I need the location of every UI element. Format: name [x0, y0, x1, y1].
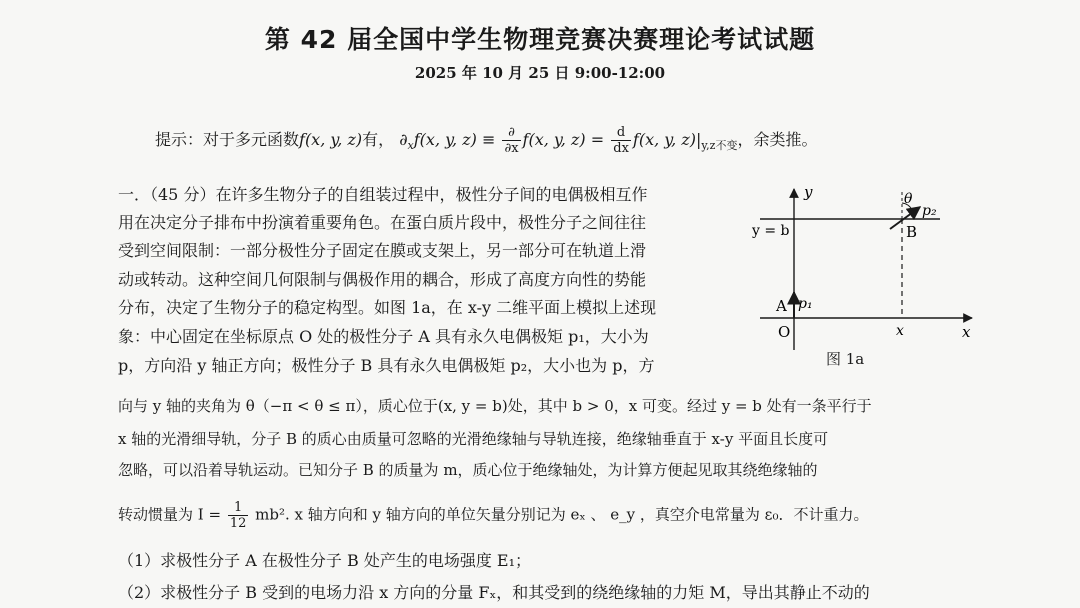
yb-label: y = b	[752, 223, 790, 239]
question-2: （2）求极性分子 B 受到的电场力沿 x 方向的分量 Fₓ，和其受到的绕绝缘轴的力矩 M，导出其静止不动的	[118, 583, 870, 602]
problem-line-3: 受到空间限制：一部分极性分子固定在膜或支架上，另一部分可在轨道上滑	[118, 241, 647, 260]
hint-line: 提示：对于多元函数f(x, y, z)有， $\partial_xf(x$, y, z) ≡ $\frac{\partial}{\partial x}$ f(x, y, z) = $\frac{d}{dx}$ f(x, y, $z)|_{y,z不变}$，余类推。	[155, 125, 818, 156]
hint-function-2: f(x, y, z)	[413, 130, 477, 149]
p2-label: p₂	[922, 203, 937, 219]
question-1: （1）求极性分子 A 在极性分子 B 处产生的电场强度 E₁；	[118, 551, 532, 570]
p1-label: p₁	[798, 296, 813, 312]
hint-lead: 提示：对于多元函数	[155, 130, 300, 149]
page-title: 第 42 届全国中学生物理竞赛决赛理论考试试题	[264, 25, 816, 54]
A-label: A	[776, 297, 787, 315]
hint-function: f(x, y, z)	[299, 130, 363, 149]
problem-line-4: 动或转动。这种空间几何限制与偶极作用的耦合，形成了高度方向性的势能	[118, 270, 647, 289]
hint-function-4: f(x, y, z)	[632, 130, 697, 149]
figure-caption: 图 1a	[826, 350, 865, 368]
y-label: y	[804, 185, 813, 201]
total-derivative-fraction: $\frac{d}{dx}$	[613, 125, 629, 156]
problem-line-2: 用在决定分子排布中扮演着重要角色。在蛋白质片段中，极性分子之间往往	[118, 213, 647, 232]
problem-line-6: 象：中心固定在坐标原点 O 处的极性分子 A 具有永久电偶极矩 p₁，大小为	[118, 327, 649, 346]
hint-condition: y,z不变	[701, 139, 738, 152]
problem-line-5: 分布，决定了生物分子的稳定构型。如图 1a，在 x-y 二维平面上模拟上述现	[118, 298, 657, 317]
partial-fraction: $\frac{\partial}{\partial x}$	[504, 125, 519, 156]
inertia-fraction: $\frac{1}{12}$	[229, 500, 247, 531]
x-position-label: x	[896, 323, 904, 339]
problem-line-8: 向与 y 轴的夹角为 θ（−π < θ ≤ π），质心位于(x, y = b)处，其中 b > 0，x 可变。经过 y = b 处有一条平行于	[118, 397, 872, 415]
problem-line-10: 忽略，可以沿着导轨运动。已知分子 B 的质量为 m，质心位于绝缘轴处，为计算方便起见取其绕绝缘轴的	[118, 461, 818, 479]
problem-line-9: x 轴的光滑细导轨，分子 B 的质心由质量可忽略的光滑绝缘轴与导轨连接，绝缘轴垂直于 x-y 平面且长度可	[118, 430, 829, 448]
x-label: x	[962, 323, 971, 341]
hint-tail: ，余类推。	[737, 130, 818, 149]
theta-label: θ	[904, 191, 913, 207]
hint-you: 有，	[362, 130, 395, 149]
exam-date: 2025 年 10 月 25 日 9:00-12:00	[414, 64, 666, 82]
problem-line-7: p，方向沿 y 轴正方向；极性分子 B 具有永久电偶极矩 p₂，大小也为 p，方	[118, 356, 655, 375]
problem-line-11: 转动惯量为 I = $\frac{1}{12}$ mb². x 轴方向和 y 轴方向的单位矢量分别记为 eₓ 、 e_y ，真空介电常量为 ε₀．不计重力。	[118, 500, 869, 531]
hint-function-3: f(x, y, z)	[522, 130, 586, 149]
hint-equals: =	[590, 130, 605, 149]
origin-label: O	[778, 323, 791, 341]
figure-1a	[750, 185, 980, 375]
problem-line-1: 一．（45 分）在许多生物分子的自组装过程中，极性分子间的电偶极相互作	[118, 185, 648, 204]
B-label: B	[906, 223, 918, 241]
hint-equiv: ≡	[481, 130, 496, 149]
